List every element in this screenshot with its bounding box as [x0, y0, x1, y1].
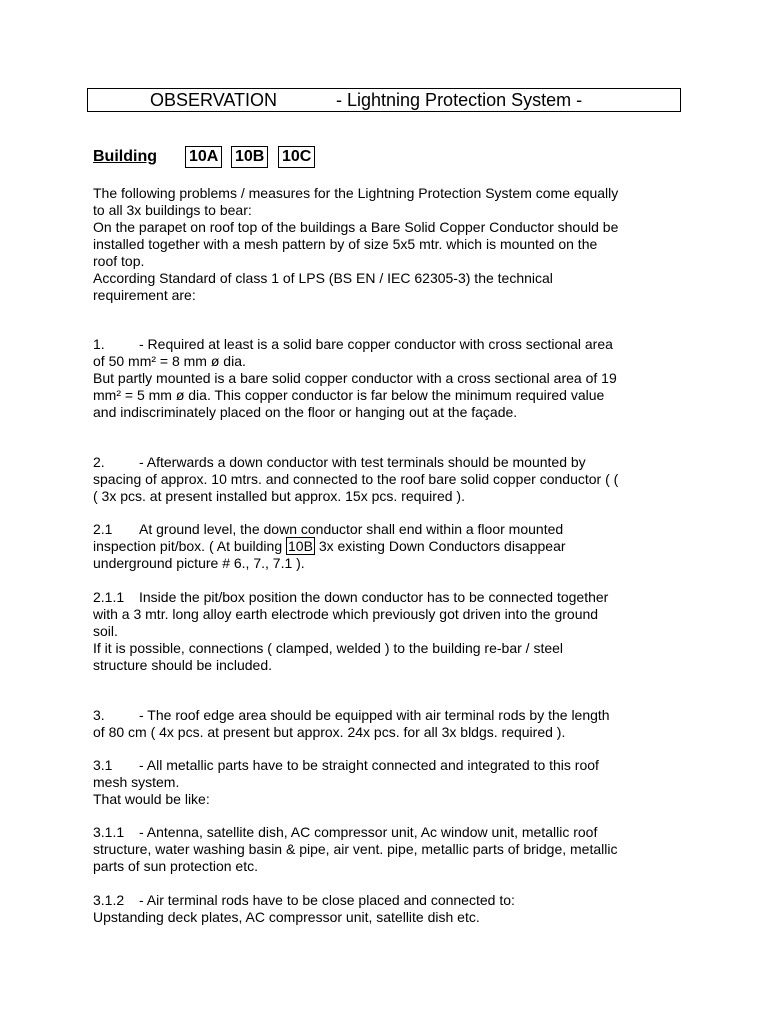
section-2-1 [93, 521, 693, 572]
section-3 [93, 707, 693, 741]
text-line: - All metallic parts have to be straight connected and integrated to this roof [139, 757, 599, 773]
text-line: requirement are: [93, 287, 196, 303]
title-box [87, 88, 681, 112]
text-line: installed together with a mesh pattern by of size 5x5 mtr. which is mounted on the [93, 236, 598, 252]
text-line: roof top. [93, 253, 145, 269]
text-line: of 50 mm² = 8 mm ø dia. [93, 353, 246, 369]
text-line: - Air terminal rods have to be close placed and connected to: [139, 892, 515, 908]
section-number: 2.1.1 [93, 589, 125, 605]
text-line: - Required at least is a solid bare copper conductor with cross sectional area [139, 336, 613, 352]
text-line: mm² = 5 mm ø dia. This copper conductor is far below the minimum required value [93, 387, 605, 403]
text-line: parts of sun protection etc. [93, 858, 258, 874]
text-line: and indiscriminately placed on the floor or hanging out at the façade. [93, 404, 518, 420]
text-line: structure, water washing basin & pipe, air vent. pipe, metallic parts of bridge, metallic [93, 841, 618, 857]
text-line: That would be like: [93, 791, 210, 807]
building-id-box: 10C [278, 146, 315, 168]
building-id-inline-box: 10B [288, 538, 313, 554]
text-line: But partly mounted is a bare solid copper conductor with a cross sectional area of 19 [93, 370, 617, 386]
text-line: underground picture # 6., 7., 7.1 ). [93, 555, 305, 571]
title-subject: - Lightning Protection System - [336, 90, 583, 110]
intro-paragraph [93, 185, 693, 304]
building-label: Building [93, 148, 157, 165]
section-number: 1. [93, 336, 105, 352]
text-line: The following problems / measures for the Lightning Protection System come equally [93, 185, 619, 201]
text-line: structure should be included. [93, 657, 272, 673]
text-line: 3x existing Down Conductors disappear [314, 538, 566, 554]
text-line: Upstanding deck plates, AC compressor unit, satellite dish etc. [93, 909, 480, 925]
section-number: 3.1 [93, 757, 113, 773]
section-number: 2. [93, 454, 105, 470]
text-line: ( 3x pcs. at present installed but approx. 15x pcs. required ). [93, 488, 465, 504]
section-3-1 [93, 757, 693, 808]
section-number: 3. [93, 707, 105, 723]
text-line: - Afterwards a down conductor with test terminals should be mounted by [139, 454, 586, 470]
section-3-1-2 [93, 892, 693, 926]
section-number: 2.1 [93, 521, 113, 537]
building-id-box: 10B [231, 146, 268, 168]
section-number: 3.1.2 [93, 892, 125, 908]
text-line: with a 3 mtr. long alloy earth electrode which previously got driven into the ground [93, 606, 599, 622]
text-line: spacing of approx. 10 mtrs. and connected to the roof bare solid copper conductor ( ( [93, 471, 619, 487]
text-line: On the parapet on roof top of the buildings a Bare Solid Copper Conductor should be [93, 219, 619, 235]
section-1 [93, 336, 693, 421]
section-3-1-1 [93, 824, 693, 875]
text-line: - The roof edge area should be equipped with air terminal rods by the length [139, 707, 610, 723]
text-line: mesh system. [93, 774, 180, 790]
title-observation: OBSERVATION [150, 90, 278, 110]
text-line: At ground level, the down conductor shall end within a floor mounted [139, 521, 564, 537]
text-line: inspection pit/box. ( At building [93, 538, 287, 554]
text-line: Inside the pit/box position the down conductor has to be connected together [139, 589, 609, 605]
section-number: 3.1.1 [93, 824, 125, 840]
text-line: According Standard of class 1 of LPS (BS EN / IEC 62305-3) the technical [93, 270, 553, 286]
text-line: of 80 cm ( 4x pcs. at present but approx. 24x pcs. for all 3x bldgs. required ). [93, 724, 566, 740]
section-2 [93, 454, 693, 505]
text-line: soil. [93, 623, 118, 639]
text-line: - Antenna, satellite dish, AC compressor unit, Ac window unit, metallic roof [139, 824, 598, 840]
text-line: If it is possible, connections ( clamped, welded ) to the building re-bar / steel [93, 640, 564, 656]
building-id-box: 10A [185, 146, 222, 168]
section-2-1-1 [93, 589, 693, 674]
text-line: to all 3x buildings to bear: [93, 202, 252, 218]
